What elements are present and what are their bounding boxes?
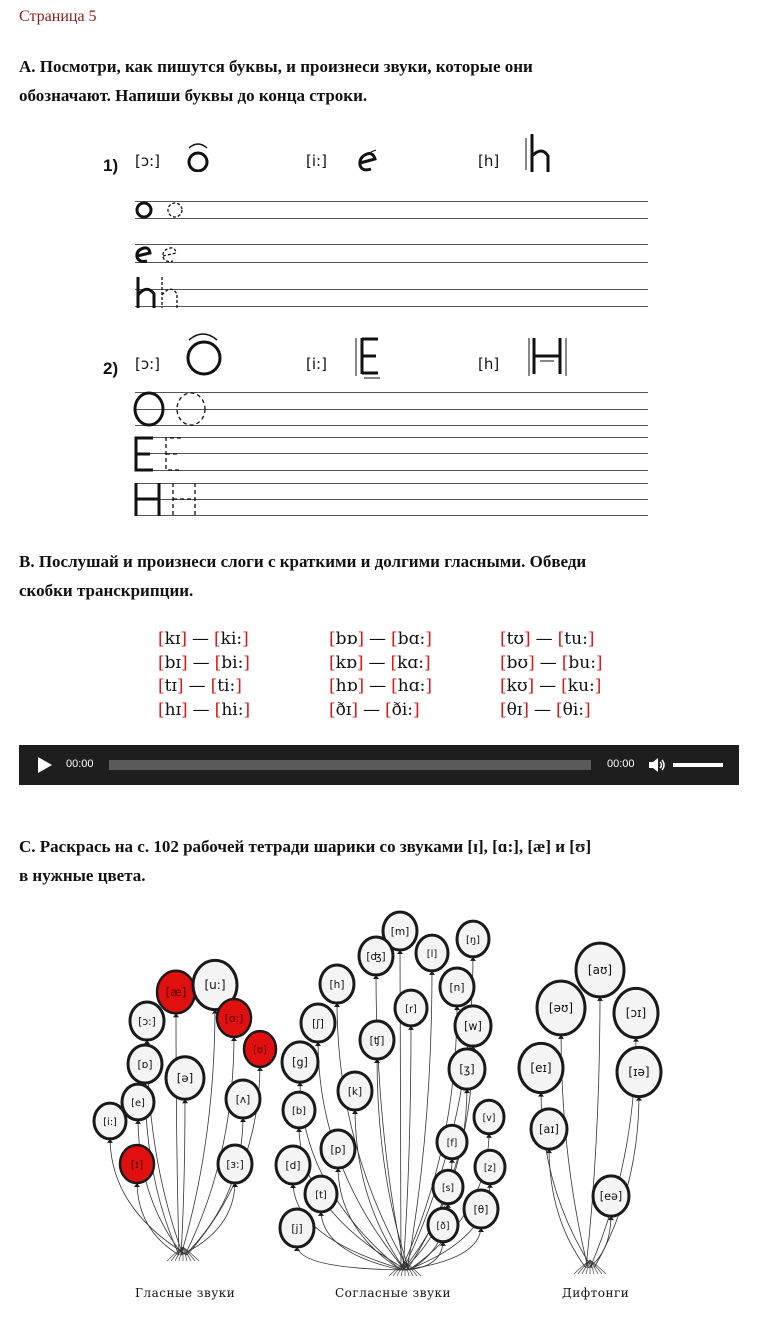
dash: —	[192, 699, 210, 720]
bracket-open: [	[214, 699, 222, 720]
bracket-open: [	[158, 629, 165, 649]
vowel-balloon-label: [æ]	[165, 985, 187, 999]
consonant-balloon-label: [θ]	[473, 1204, 489, 1216]
task-a-line1: A. Посмотри, как пишутся буквы, и произнеси звуки, которые они	[19, 57, 533, 76]
bracket-open: [	[329, 699, 336, 720]
consonant-balloon-string	[297, 1245, 407, 1270]
bracket-open: [	[329, 676, 336, 696]
bracket-open: [	[391, 676, 398, 696]
consonant-balloon-label: [ʃ]	[312, 1018, 324, 1030]
vowel-balloon-label: [ə]	[176, 1071, 194, 1085]
bracket-close: ]	[425, 629, 432, 649]
dash: —	[369, 629, 387, 649]
consonant-balloon-label: [r]	[405, 1004, 417, 1015]
consonant-balloon-label: [j]	[291, 1223, 303, 1235]
bracket-close: ]	[424, 652, 431, 673]
vowel-balloon-string	[137, 1181, 179, 1255]
task-c-line1: C. Раскрась на с. 102 рабочей тетради шарики со звуками [ɪ], [ɑ:], [æ] и [ʊ]	[19, 837, 592, 856]
consonant-balloon-label: [v]	[482, 1113, 496, 1124]
bracket-open: [	[214, 629, 221, 649]
dash: —	[533, 699, 551, 720]
long-syllable: ki:	[220, 629, 243, 649]
bracket-open: [	[391, 629, 398, 649]
consonant-balloon-label: [t]	[315, 1190, 327, 1201]
bracket-close: ]	[425, 676, 432, 696]
short-syllable: tʊ	[506, 629, 525, 649]
short-syllable: ðɪ	[335, 699, 352, 720]
vowel-balloon-label: [e]	[131, 1098, 145, 1109]
bracket-close: ]	[243, 699, 251, 720]
diphthong-balloon-label: [eə]	[599, 1190, 623, 1203]
vowel-balloon-label: [ʊ]	[253, 1045, 267, 1056]
consonant-balloon-label: [g]	[292, 1056, 308, 1069]
dash: —	[369, 676, 387, 696]
diphthong-balloon-label: [əʊ]	[548, 1001, 574, 1015]
dash: —	[362, 699, 380, 720]
long-syllable: hi:	[221, 699, 244, 720]
consonant-balloon-label: [ʒ]	[459, 1063, 475, 1076]
short-syllable: bɪ	[164, 652, 181, 673]
vowel-balloon-label: [ɪ]	[130, 1159, 144, 1171]
diphthong-balloon-string	[586, 994, 600, 1268]
bracket-open: [	[390, 652, 398, 673]
long-syllable: ku:	[567, 676, 595, 696]
consonant-balloon-label: [b]	[291, 1106, 307, 1117]
bracket-close: ]	[235, 676, 242, 696]
consonant-balloon-label: [ʤ]	[366, 951, 386, 963]
short-syllable: kɒ	[335, 652, 357, 673]
vowel-balloon-label: [ɒ]	[137, 1059, 153, 1071]
bracket-open: [	[561, 676, 568, 696]
bracket-open: [	[158, 652, 165, 673]
consonant-balloon-label: [z]	[483, 1163, 497, 1174]
exercise-2-number: 2)	[103, 359, 119, 378]
short-syllable: kʊ	[506, 676, 528, 696]
consonant-balloon-label: [p]	[330, 1144, 346, 1156]
ex2-sound-o: [ɔ:]	[135, 355, 160, 373]
consonant-balloon-label: [s]	[441, 1183, 455, 1194]
ex1-sound-h: [h]	[478, 152, 500, 170]
task-b-line1: B. Послушай и произнеси слоги с краткими и долгими гласными. Обведи	[19, 552, 587, 571]
vowel-balloon-string	[181, 1181, 235, 1255]
consonant-balloon-label: [w]	[464, 1020, 482, 1033]
consonant-balloon-label: [k]	[347, 1086, 363, 1098]
long-syllable: bi:	[221, 652, 244, 673]
task-c-line2: в нужные цвета.	[19, 866, 146, 885]
bracket-open: [	[500, 652, 507, 673]
bracket-close: ]	[594, 676, 602, 696]
bracket-open: [	[158, 699, 165, 720]
consonant-balloon-label: [m]	[390, 926, 410, 938]
dash: —	[188, 676, 206, 696]
vowel-balloon-label: [u:]	[204, 978, 226, 992]
vowel-balloon-label: [i:]	[103, 1117, 117, 1128]
diphthong-balloon-label: [ɪə]	[628, 1065, 650, 1079]
diphthong-balloon-label: [eɪ]	[530, 1061, 552, 1075]
long-syllable: ði:	[391, 699, 413, 720]
dash: —	[535, 629, 553, 649]
long-syllable: kɑ:	[397, 652, 425, 673]
bracket-close: ]	[243, 652, 250, 673]
consonant-balloon-label: [h]	[329, 979, 345, 991]
bracket-open: [	[500, 629, 507, 649]
bracket-close: ]	[180, 652, 188, 673]
bracket-open: [	[329, 629, 336, 649]
vowels-caption: Гласные звуки	[135, 1286, 236, 1300]
diphthong-balloon-label: [ɔɪ]	[625, 1006, 647, 1020]
consonant-balloon-label: [ŋ]	[465, 935, 481, 946]
consonant-balloon-label: [n]	[449, 982, 465, 994]
vowel-balloon-string	[181, 1007, 215, 1255]
bracket-close: ]	[351, 699, 358, 720]
vowel-balloon-string	[176, 1011, 179, 1255]
ex1-sound-e: [i:]	[306, 152, 327, 170]
bracket-close: ]	[522, 699, 529, 720]
consonant-balloon-string	[403, 1024, 411, 1270]
exercise-1-number: 1)	[103, 156, 119, 175]
bracket-open: [	[500, 676, 507, 696]
diphthong-balloon-label: [aʊ]	[587, 963, 613, 977]
bracket-open: [	[214, 652, 222, 673]
task-a-line2: обозначают. Напиши буквы до конца строки.	[19, 86, 368, 105]
diphthong-balloon-label: [aɪ]	[539, 1123, 559, 1136]
consonant-balloon-string	[355, 1108, 405, 1270]
bracket-open: [	[561, 652, 569, 673]
current-time: 00:00	[66, 758, 94, 770]
diphthong-balloon-string	[549, 1147, 586, 1268]
consonant-balloon-label: [ð]	[436, 1221, 450, 1232]
ex2-sound-e: [i:]	[306, 355, 327, 373]
short-syllable: hɪ	[164, 699, 182, 720]
consonants-caption: Согласные звуки	[335, 1286, 452, 1300]
short-syllable: kɪ	[164, 629, 181, 649]
bracket-close: ]	[528, 652, 535, 673]
bracket-open: [	[500, 699, 507, 720]
dash: —	[539, 676, 557, 696]
bracket-close: ]	[356, 652, 364, 673]
bracket-close: ]	[357, 629, 365, 649]
bracket-close: ]	[584, 699, 591, 720]
bracket-open: [	[555, 699, 563, 720]
long-syllable: θi:	[562, 699, 584, 720]
consonant-balloon-string	[338, 1166, 401, 1270]
short-syllable: tɪ	[164, 676, 177, 696]
bracket-close: ]	[181, 699, 188, 720]
long-syllable: tu:	[564, 629, 588, 649]
short-syllable: bʊ	[506, 652, 529, 673]
consonant-balloon-label: [f]	[446, 1138, 458, 1149]
consonant-balloon-label: [ʧ]	[369, 1035, 385, 1047]
dash: —	[192, 652, 210, 673]
consonant-balloon-label: [d]	[285, 1160, 301, 1172]
ex1-sound-o: [ɔ:]	[135, 152, 160, 170]
short-syllable: θɪ	[506, 699, 523, 720]
bracket-close: ]	[524, 629, 531, 649]
vowel-balloon-label: [ɔ:]	[138, 1016, 156, 1028]
bracket-open: [	[329, 652, 336, 673]
dash: —	[192, 629, 210, 649]
vowel-balloon-label: [ɑ:]	[224, 1013, 244, 1025]
bracket-close: ]	[242, 629, 249, 649]
bracket-close: ]	[176, 676, 184, 696]
page-title: Страница 5	[19, 8, 97, 25]
bracket-close: ]	[180, 629, 188, 649]
duration-time: 00:00	[607, 758, 635, 770]
diphthongs-caption: Дифтонги	[562, 1286, 630, 1300]
bracket-close: ]	[413, 699, 420, 720]
consonant-balloon-string	[377, 1057, 409, 1270]
bracket-close: ]	[357, 676, 365, 696]
long-syllable: ti:	[217, 676, 236, 696]
short-syllable: hɒ	[335, 676, 358, 696]
long-syllable: bɑ:	[397, 629, 426, 649]
bracket-open: [	[384, 699, 392, 720]
dash: —	[539, 652, 557, 673]
bracket-close: ]	[527, 676, 535, 696]
long-syllable: hɑ:	[397, 676, 426, 696]
bracket-open: [	[557, 629, 565, 649]
bracket-close: ]	[595, 652, 603, 673]
short-syllable: bɒ	[335, 629, 358, 649]
dash: —	[368, 652, 386, 673]
task-b-line2: скобки транскрипции.	[19, 581, 194, 600]
vowel-balloon-label: [ɜ:]	[226, 1159, 244, 1171]
bracket-close: ]	[587, 629, 595, 649]
consonant-balloon-label: [l]	[426, 949, 438, 960]
ex2-sound-h: [h]	[478, 355, 500, 373]
bracket-open: [	[210, 676, 218, 696]
long-syllable: bu:	[568, 652, 596, 673]
vowel-balloon-label: [ʌ]	[235, 1094, 251, 1106]
bracket-open: [	[158, 676, 165, 696]
vowel-balloon-string	[181, 1097, 185, 1255]
